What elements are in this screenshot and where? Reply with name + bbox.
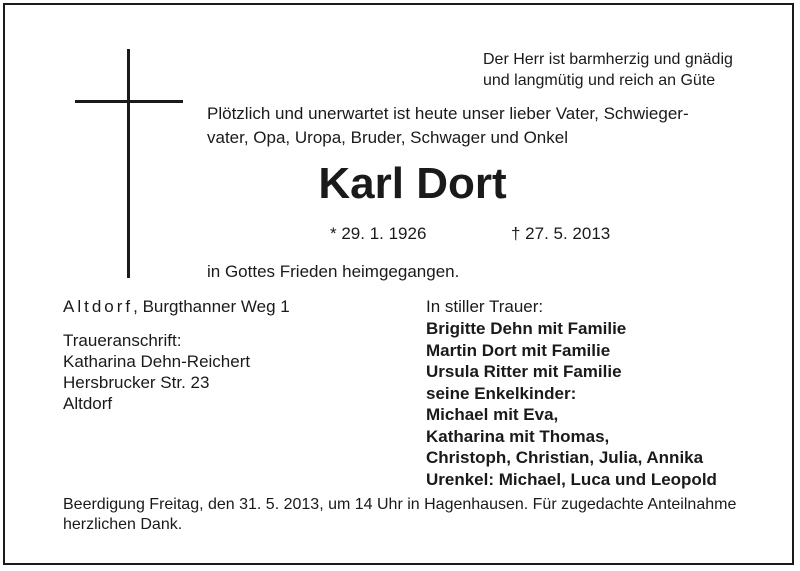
funeral-line: Beerdigung Freitag, den 31. 5. 2013, um 14 Uhr in Hagenhausen. Für zugedachte Anteilnahme xyxy=(63,496,737,513)
mourner-entry: Brigitte Dehn mit Familie xyxy=(426,319,627,338)
bible-quote xyxy=(483,49,733,91)
intro-line: Plötzlich und unerwartet ist heute unser lieber Vater, Schwieger- xyxy=(207,104,689,123)
mourners-label: In stiller Trauer: xyxy=(426,297,544,316)
address-name: Katharina Dehn-Reichert xyxy=(63,352,251,371)
location xyxy=(63,296,290,317)
deceased-name: Karl Dort xyxy=(318,159,507,208)
intro-text xyxy=(207,102,689,150)
address-street: Hersbrucker Str. 23 xyxy=(63,373,210,392)
mourner-entry: Michael mit Eva, xyxy=(426,405,559,424)
mourners-list xyxy=(426,318,717,490)
mourner-entry: seine Enkelkinder: xyxy=(426,383,577,403)
funeral-notice xyxy=(63,495,736,535)
mourning-address xyxy=(63,330,250,414)
location-town: Altdorf xyxy=(63,297,134,316)
mourner-entry: Martin Dort mit Familie xyxy=(426,340,611,360)
mourner-entry: Katharina mit Thomas, xyxy=(426,426,610,446)
mourner-entry: Ursula Ritter mit Familie xyxy=(426,362,622,381)
mourner-entry: Christoph, Christian, Julia, Annika xyxy=(426,448,704,467)
birth-date: * 29. 1. 1926 xyxy=(330,224,427,243)
address-city: Altdorf xyxy=(63,394,113,413)
death-date: † 27. 5. 2013 xyxy=(511,224,611,243)
cross-icon-bar xyxy=(75,100,183,103)
quote-line: und langmütig und reich an Güte xyxy=(483,72,716,89)
location-street: , Burgthanner Weg 1 xyxy=(133,297,290,316)
intro-line: vater, Opa, Uropa, Bruder, Schwager und Onkel xyxy=(207,128,568,147)
mourner-entry: Urenkel: Michael, Luca und Leopold xyxy=(426,469,717,489)
funeral-line: herzlichen Dank. xyxy=(63,516,183,533)
quote-line: Der Herr ist barmherzig und gnädig xyxy=(483,51,733,68)
obituary-card xyxy=(3,3,794,565)
address-label: Traueranschrift: xyxy=(63,331,182,350)
rest-text: in Gottes Frieden heimgegangen. xyxy=(207,262,460,281)
